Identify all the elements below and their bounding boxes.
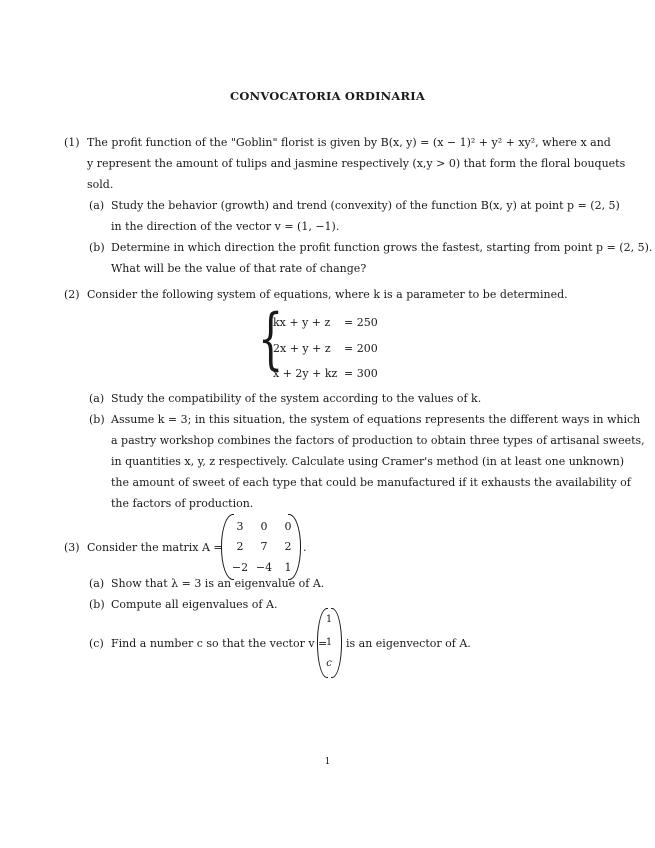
page-title: CONVOCATORIA ORDINARIA <box>230 89 425 103</box>
question-3b-text: Compute all eigenvalues of A. <box>111 598 278 611</box>
question-2a-text: Study the compatibility of the system according to the values of k. <box>111 392 482 405</box>
question-1-line-2: y represent the amount of tulips and jasmine respectively (x,y > 0) that form the floral bouquets <box>87 157 626 170</box>
question-1a-label: (a) <box>89 199 105 212</box>
question-2b-label: (b) <box>89 413 105 426</box>
question-2-number: (2) <box>64 288 80 301</box>
question-1-line-3: sold. <box>87 178 114 191</box>
matrix-cell: 0 <box>260 520 268 533</box>
matrix-cell: 3 <box>236 520 244 533</box>
page-number: 1 <box>324 757 331 767</box>
equation-1-lhs: kx + y + z <box>273 316 331 329</box>
matrix-period: . <box>303 541 307 554</box>
question-2b-line-5: the factors of production. <box>111 497 254 510</box>
equation-3-lhs: x + 2y + kz <box>273 367 338 380</box>
equation-2-rhs: = 200 <box>344 342 378 355</box>
question-1b-label: (b) <box>89 241 105 254</box>
question-3c-label: (c) <box>89 637 104 650</box>
question-3-intro: Consider the matrix A = <box>87 541 223 554</box>
question-2b-line-3: in quantities x, y, z respectively. Calculate using Cramer's method (in at least one unknown) <box>111 455 625 468</box>
equation-1-rhs: = 250 <box>344 316 378 329</box>
question-1a-line-1: Study the behavior (growth) and trend (convexity) of the function B(x, y) at point p = (2, 5) <box>111 199 620 212</box>
question-2b-line-4: the amount of sweet of each type that could be manufactured if it exhausts the availability of <box>111 476 631 489</box>
vector-entry-1: 1 <box>325 614 333 625</box>
question-1a-line-2: in the direction of the vector v = (1, −1). <box>111 220 340 233</box>
question-3-number: (3) <box>64 541 80 554</box>
question-3a-text: Show that λ = 3 is an eigenvalue of A. <box>111 577 325 590</box>
question-2-intro: Consider the following system of equations, where k is a parameter to be determined. <box>87 288 568 301</box>
question-3a-label: (a) <box>89 577 105 590</box>
question-1b-line-2: What will be the value of that rate of change? <box>111 262 367 275</box>
question-1b-line-1: Determine in which direction the profit function grows the fastest, starting from point p = (2, 5). <box>111 241 653 254</box>
question-1-number: (1) <box>64 136 80 149</box>
matrix-cell: 1 <box>284 561 292 574</box>
matrix-cell: 2 <box>284 540 292 553</box>
question-1-line-1: The profit function of the "Goblin" florist is given by B(x, y) = (x − 1)² + y² + xy², where x and <box>87 136 611 149</box>
vector-entry-3: c <box>326 658 332 669</box>
question-3c-prefix: Find a number c so that the vector v = <box>111 637 328 650</box>
equation-2-lhs: 2x + y + z <box>273 342 331 355</box>
equation-3-rhs: = 300 <box>344 367 378 380</box>
matrix-cell: −4 <box>255 561 273 574</box>
matrix-cell: 0 <box>284 520 292 533</box>
question-2b-line-1: Assume k = 3; in this situation, the system of equations represents the different ways in which <box>111 413 641 426</box>
matrix-cell: 7 <box>260 540 268 553</box>
question-3b-label: (b) <box>89 598 105 611</box>
vector-right-paren <box>331 608 342 678</box>
question-2b-line-2: a pastry workshop combines the factors of production to obtain three types of artisanal sweets, <box>111 434 645 447</box>
vector-entry-2: 1 <box>325 637 333 648</box>
question-2a-label: (a) <box>89 392 105 405</box>
matrix-cell: −2 <box>231 561 249 574</box>
left-brace: { <box>258 300 284 377</box>
matrix-cell: 2 <box>236 540 244 553</box>
question-3c-suffix: is an eigenvector of A. <box>346 637 471 650</box>
